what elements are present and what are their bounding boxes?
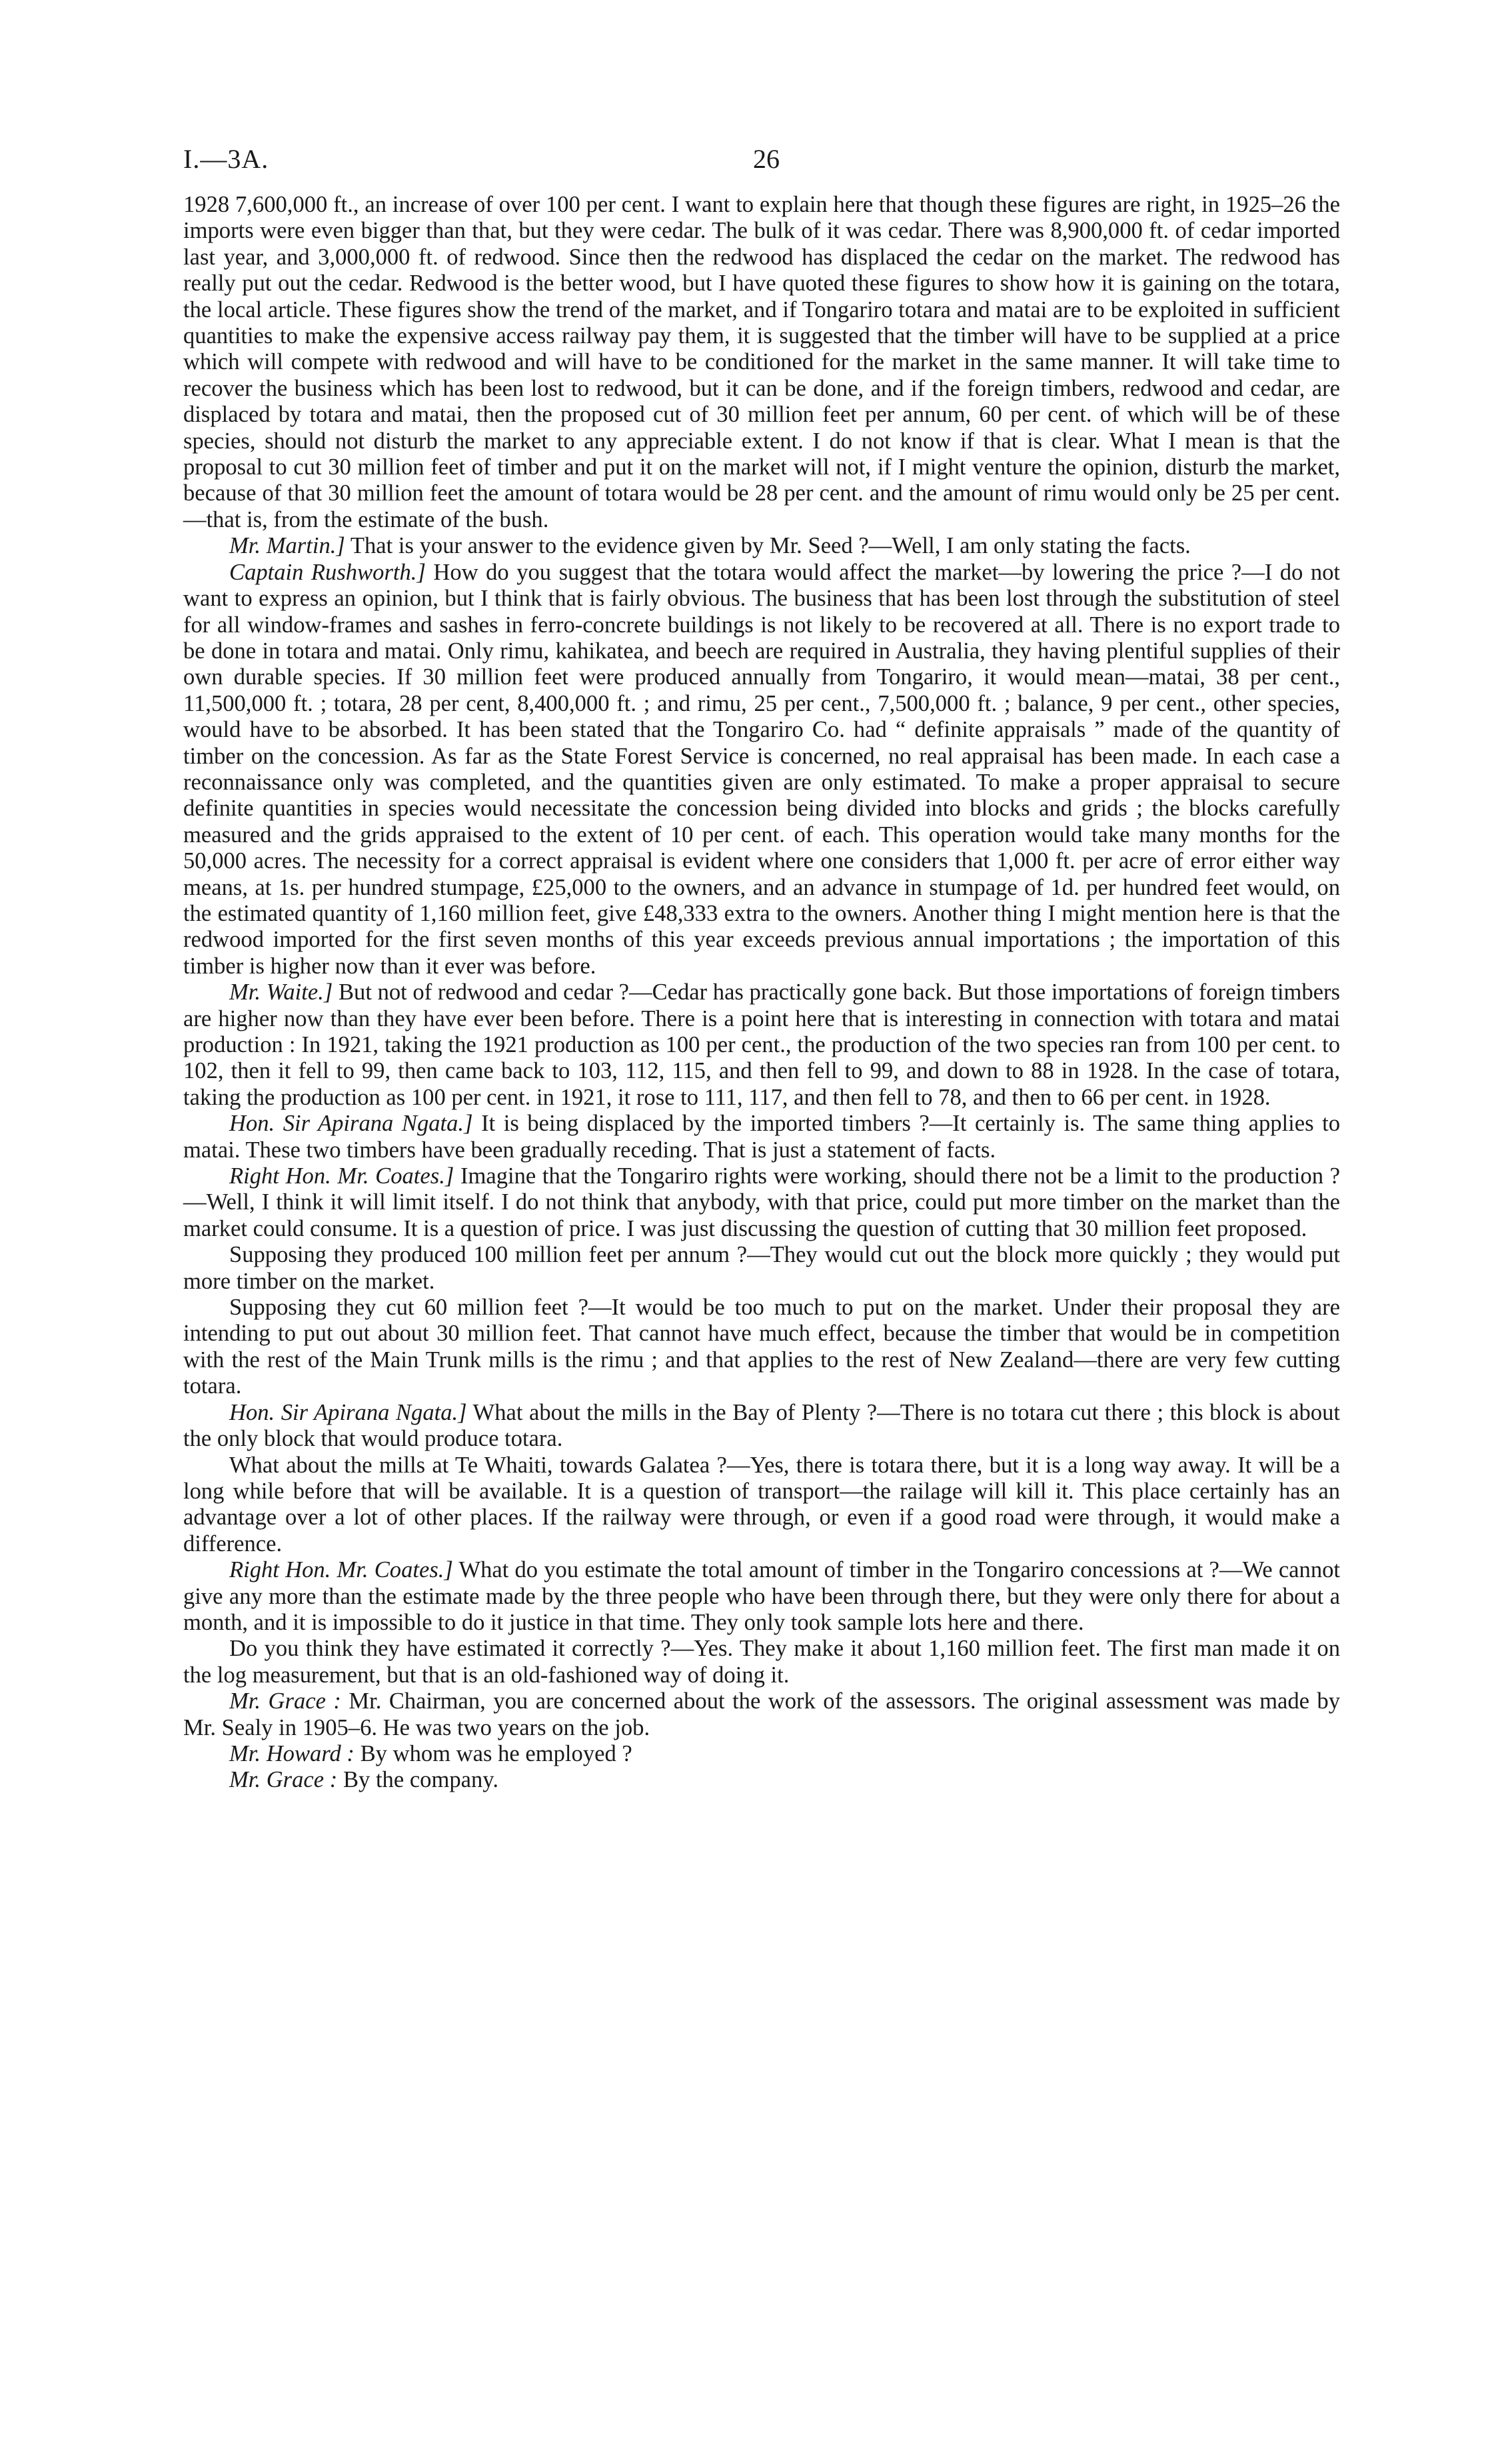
speaker-label: Captain Rushworth.]: [229, 559, 426, 585]
document-body: [183, 192, 1340, 1794]
paragraph: [183, 979, 1340, 1111]
speaker-label: Mr. Howard :: [229, 1740, 355, 1766]
paragraph: [183, 1636, 1340, 1688]
paragraph-text: What about the mills at Te Whaiti, towards Galatea ?—Yes, there is totara there, but it is a long way away. It will be a long while before that will be available. It is a question of transport—the railage will kill it. This place certainly has an advantage over a lot of other places. If the railway were through, or even if a good road were through, it would make a difference.: [183, 1452, 1340, 1556]
paragraph: [183, 1688, 1340, 1741]
page-number: 26: [753, 144, 780, 174]
paragraph-text: Do you think they have estimated it correctly ?—Yes. They make it about 1,160 million feet. The first man made it on the log measurement, but that is an old-fashioned way of doing it.: [183, 1636, 1340, 1688]
paragraph-text: By whom was he employed ?: [354, 1740, 632, 1766]
paragraph: [183, 1557, 1340, 1636]
paragraph: [183, 192, 1340, 533]
paragraph-text: Supposing they produced 100 million feet per annum ?—They would cut out the block more quickly ; they would put more timber on the market.: [183, 1242, 1340, 1294]
paragraph: [183, 533, 1340, 559]
paragraph: [183, 1767, 1340, 1793]
paragraph: [183, 1453, 1340, 1558]
paragraph-text: But not of redwood and cedar ?—Cedar has practically gone back. But those importations of foreign timbers are higher now than they have ever been before. There is a point here that is interesting in connection with totara and matai production : In 1921, taking the 1921 production as 100 per cent., the production of the two species ran from 100 per cent. to 102, then it fell to 99, then came back to 103, 112, 115, and then fell to 99, and down to 88 in 1928. In the case of totara, taking the production as 100 per cent. in 1921, it rose to 111, 117, and then fell to 78, and then to 66 per cent. in 1928.: [183, 979, 1340, 1110]
speaker-label: Right Hon. Mr. Coates.]: [229, 1557, 453, 1583]
paragraph-text: That is your answer to the evidence given by Mr. Seed ?—Well, I am only stating the facts.: [345, 533, 1191, 559]
paragraph-text: What about the mills in the Bay of Plenty ?—There is no totara cut there ; this block is about the only block that would produce totara.: [183, 1399, 1340, 1452]
paragraph-text: Mr. Chairman, you are concerned about the work of the assessors. The original assessment was made by Mr. Sealy in 1905–6. He was two years on the job.: [183, 1688, 1340, 1740]
paragraph: [183, 1741, 1340, 1767]
paragraph: [183, 1295, 1340, 1400]
paragraph-text: How do you suggest that the totara would affect the market—by lowering the price ?—I do not want to express an opinion, but I think that is fairly obvious. The business that has been lost through the substitution of steel for all window-frames and sashes in ferro-concrete buildings is not likely to be recovered at all. There is no export trade to be done in totara and matai. Only rimu, kahikatea, and beech are required in Australia, they having plentiful supplies of their own durable species. If 30 million feet were produced annually from Tongariro, it would mean—matai, 38 per cent., 11,500,000 ft. ; totara, 28 per cent, 8,400,000 ft. ; and rimu, 25 per cent., 7,500,000 ft. ; balance, 9 per cent., other species, would have to be absorbed. It has been stated that the Tongariro Co. had “ definite appraisals ” made of the quantity of timber on the concession. As far as the State Forest Service is concerned, no real appraisal has been made. In each case a reconnaissance only was completed, and the quantities given are only estimated. To make a proper appraisal to secure definite quantities in species would necessitate the concession being divided into blocks and grids ; the blocks carefully measured and the grids appraised to the extent of 10 per cent. of each. This operation would take many months for the 50,000 acres. The necessity for a correct appraisal is evident where one considers that 1,000 ft. per acre of error either way means, at 1s. per hundred stumpage, £25,000 to the owners, and an advance in stumpage of 1d. per hundred feet would, on the estimated quantity of 1,160 million feet, give £48,333 extra to the owners. Another thing I might mention here is that the redwood imported for the first seven months of this year exceeds previous annual importations ; the importation of this timber is higher now than it ever was before.: [183, 559, 1340, 979]
speaker-label: Mr. Grace :: [229, 1688, 341, 1714]
page-header: [183, 143, 1349, 183]
paragraph-text: 1928 7,600,000 ft., an increase of over 100 per cent. I want to explain here that though these figures are right, in 1925–26 the imports were even bigger than that, but they were cedar. The bulk of it was cedar. There was 8,900,000 ft. of cedar imported last year, and 3,000,000 ft. of redwood. Since then the redwood has displaced the cedar on the market. The redwood has really put out the cedar. Redwood is the better wood, but I have quoted these figures to show how it is gaining on the totara, the local article. These figures show the trend of the market, and if Tongariro totara and matai are to be exploited in sufficient quantities to make the expensive access railway pay them, it is suggested that the timber will have to be supplied at a price which will compete with redwood and will have to be conditioned for the market in the same manner. It will take time to recover the business which has been lost to redwood, but it can be done, and if the foreign timbers, redwood and cedar, are displaced by totara and matai, then the proposed cut of 30 million feet per annum, 60 per cent. of which will be of these species, should not disturb the market to any appreciable extent. I do not know if that is clear. What I mean is that the proposal to cut 30 million feet of timber and put it on the market will not, if I might venture the opinion, disturb the market, because of that 30 million feet the amount of totara would be 28 per cent. and the amount of rimu would only be 25 per cent.—that is, from the estimate of the bush.: [183, 192, 1340, 532]
paragraph-text: It is being displaced by the imported timbers ?—It certainly is. The same thing applies to matai. These two timbers have been gradually receding. That is just a statement of facts.: [183, 1111, 1340, 1163]
paragraph-text: What do you estimate the total amount of timber in the Tongariro concessions at ?—We cannot give any more than the estimate made by the three people who have been through there, but they were only there for about a month, and it is impossible to do it justice in that time. They only took sample lots here and there.: [183, 1557, 1341, 1635]
paragraph: [183, 560, 1340, 980]
paragraph: [183, 1111, 1340, 1163]
paragraph-text: Imagine that the Tongariro rights were working, should there not be a limit to the production ?—Well, I think it will limit itself. I do not think that anybody, with that price, could put more timber on the market than the market could consume. It is a question of price. I was just discussing the question of cutting that 30 million feet proposed.: [183, 1163, 1340, 1241]
report-reference: I.—3A.: [183, 144, 269, 174]
speaker-label: Mr. Martin.]: [229, 533, 345, 559]
speaker-label: Mr. Grace :: [229, 1767, 338, 1793]
paragraph: [183, 1163, 1340, 1242]
paragraph-text: Supposing they cut 60 million feet ?—It would be too much to put on the market. Under their proposal they are intending to put out about 30 million feet. That cannot have much effect, because the timber that would be in competition with the rest of the Main Trunk mills is the rimu ; and that applies to the rest of New Zealand—there are very few cutting totara.: [183, 1295, 1340, 1399]
speaker-label: Hon. Sir Apirana Ngata.]: [229, 1111, 473, 1137]
paragraph: [183, 1400, 1340, 1453]
speaker-label: Mr. Waite.]: [229, 979, 333, 1005]
speaker-label: Hon. Sir Apirana Ngata.]: [229, 1399, 467, 1425]
speaker-label: Right Hon. Mr. Coates.]: [229, 1163, 454, 1189]
paragraph-text: By the company.: [337, 1767, 498, 1793]
paragraph: [183, 1242, 1340, 1295]
